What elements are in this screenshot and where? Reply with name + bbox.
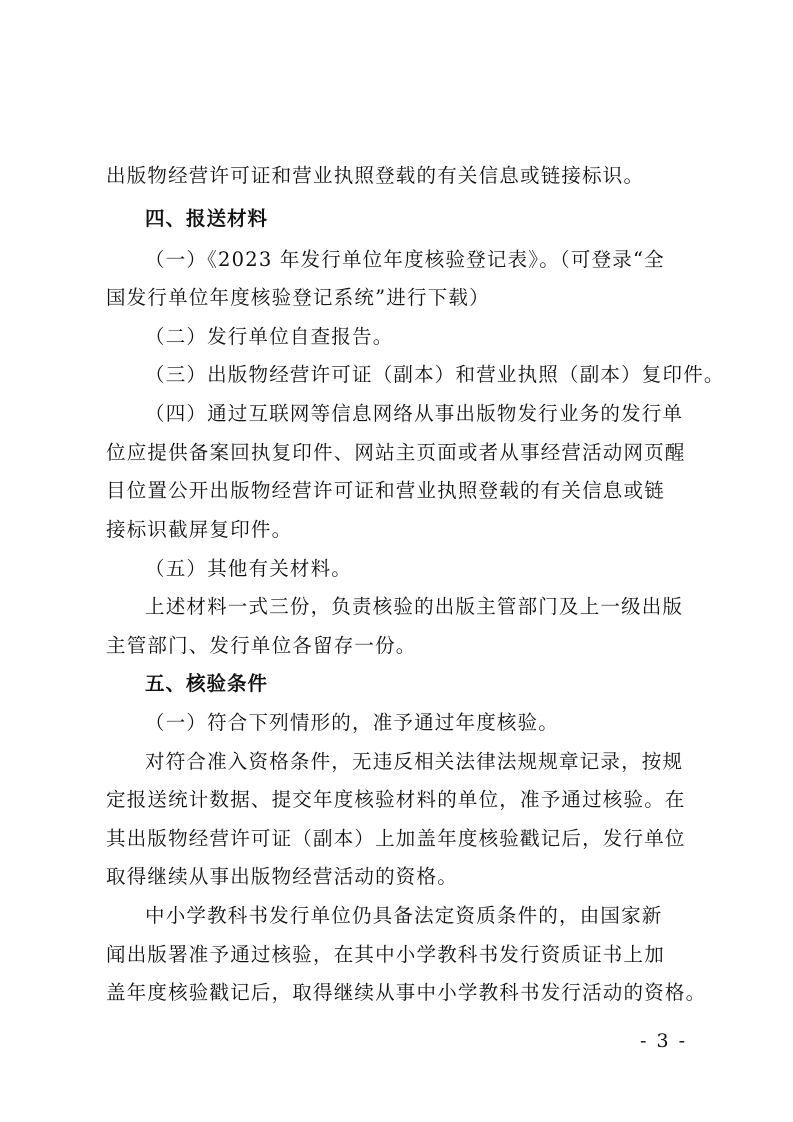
text-line: 其出版物经营许可证（副本）上加盖年度核验戳记后，发行单位 — [106, 827, 686, 850]
text-line: 盖年度核验戳记后，取得继续从事中小学教科书发行活动的资格。 — [106, 981, 707, 1004]
text-line: 接标识截屏复印件。 — [106, 518, 293, 541]
text-line: （四）通过互联网等信息网络从事出版物发行业务的发行单 — [145, 402, 684, 425]
page-number: - 3 - — [640, 1030, 688, 1052]
text-line: 位应提供备案回执复印件、网站主页面或者从事经营活动网页醒 — [106, 441, 686, 464]
text-line: 取得继续从事出版物经营活动的资格。 — [106, 865, 458, 888]
text-line: （一）《2023 年发行单位年度核验登记表》。（可登录“全 — [145, 248, 665, 271]
text-line: 上述材料一式三份，负责核验的出版主管部门及上一级出版 — [145, 595, 684, 618]
text-line: 闻出版署准予通过核验，在其中小学教科书发行资质证书上加 — [106, 943, 665, 966]
text-line: 主管部门、发行单位各留存一份。 — [106, 634, 417, 657]
text-line: （一）符合下列情形的，准予通过年度核验。 — [145, 711, 560, 734]
text-line: （五）其他有关材料。 — [145, 557, 353, 580]
text-line: （二）发行单位自查报告。 — [145, 325, 394, 348]
section-heading: 五、核验条件 — [145, 672, 269, 695]
text-line: 对符合准入资格条件，无违反相关法律法规规章记录，按规 — [145, 750, 684, 773]
text-line: 中小学教科书发行单位仍具备法定资质条件的，由国家新 — [145, 904, 663, 927]
text-line: 目位置公开出版物经营许可证和营业执照登载的有关信息或链 — [106, 479, 665, 502]
text-line: 国发行单位年度核验登记系统”进行下载） — [106, 286, 490, 309]
section-heading: 四、报送材料 — [145, 207, 269, 230]
text-line: （三）出版物经营许可证（副本）和营业执照（副本）复印件。 — [145, 363, 725, 386]
text-line: 出版物经营许可证和营业执照登载的有关信息或链接标识。 — [106, 164, 645, 187]
text-line: 定报送统计数据、提交年度核验材料的单位，准予通过核验。在 — [106, 788, 686, 811]
